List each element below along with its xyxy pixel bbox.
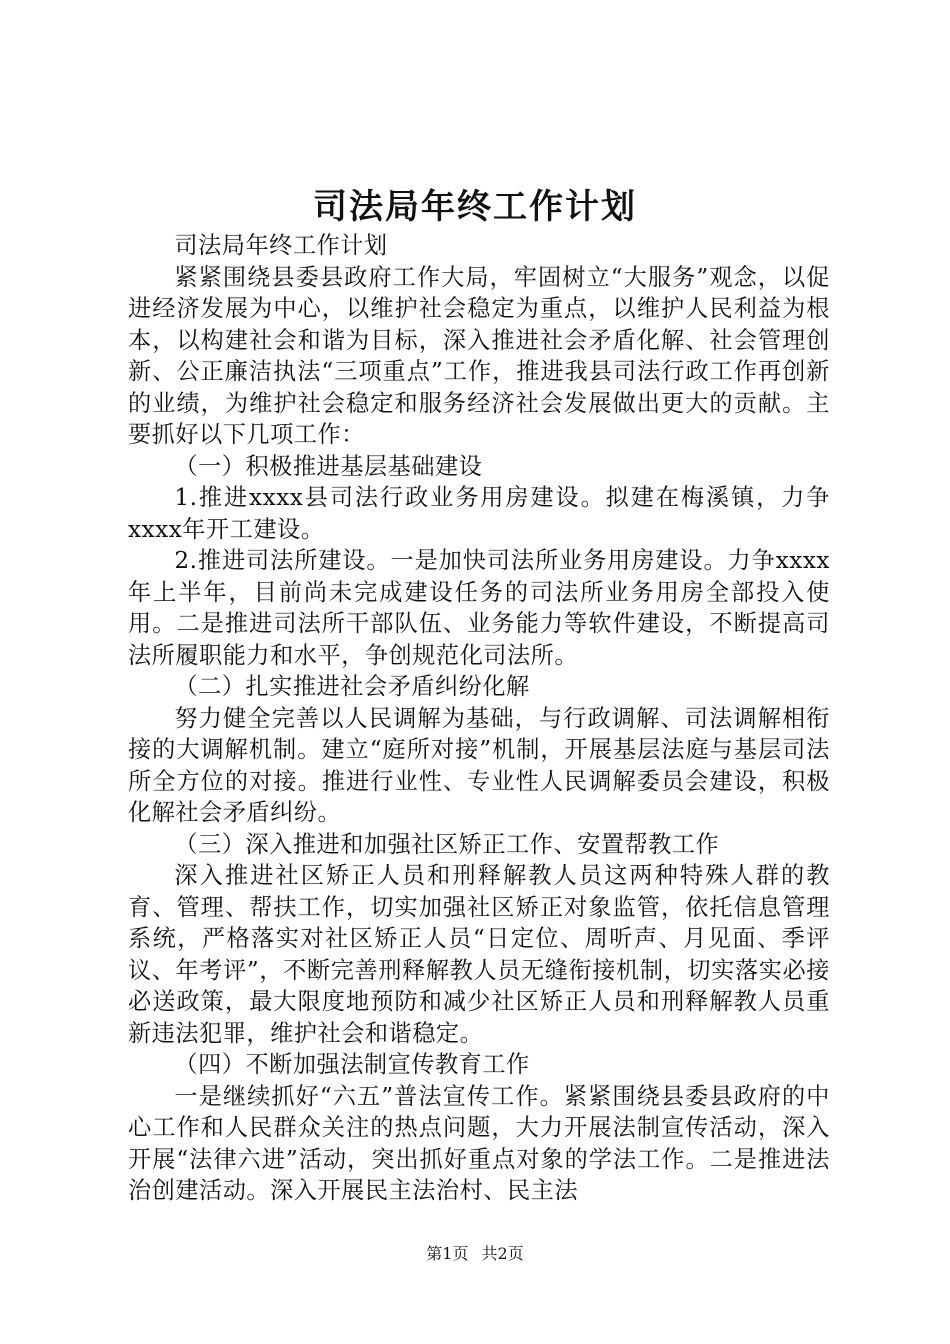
section-heading-4: （四）不断加强法制宣传教育工作 xyxy=(174,1051,530,1078)
document-body xyxy=(128,230,830,1207)
section-heading-3: （三）深入推进和加强社区矫正工作、安置帮教工作 xyxy=(174,830,720,858)
section-heading-1: （一）积极推进基层基础建设 xyxy=(174,452,483,480)
document-title: 司法局年终工作计划 xyxy=(313,187,637,227)
intro-paragraph: 紧紧围绕县委县政府工作大局，牢固树立“大服务”观念，以促进经济发展为中心，以维护社会稳定为重点，以维护人民利益为根本，以构建社会和谐为目标，深入推进社会矛盾化解、社会管理创新、公正廉洁执法“三项重点”工作，推进我县司法行政工作再创新的业绩，为维护社会稳定和服务经济社会发展做出更大的贡献。主要抓好以下几项工作： xyxy=(128,263,830,448)
body-paragraph: 努力健全完善以人民调解为基础，与行政调解、司法调解相衔接的大调解机制。建立“庭所对接”机制，开展基层法庭与基层司法所全方位的对接。推进行业性、专业性人民调解委员会建设，积极化解社会矛盾纠纷。 xyxy=(128,704,830,826)
body-paragraph: 一是继续抓好“六五”普法宣传工作。紧紧围绕县委县政府的中心工作和人民群众关注的热点问题，大力开展法制宣传活动，深入开展“法律六进”活动，突出抓好重点对象的学法工作。二是推进法治创建活动。深入开展民主法治村、民主法 xyxy=(128,1082,830,1204)
page-total: 共2页 xyxy=(481,1244,524,1263)
page-footer xyxy=(0,1243,950,1265)
body-paragraph: 2.推进司法所建设。一是加快司法所业务用房建设。力争xxxx年上半年，目前尚未完成建设任务的司法所业务用房全部投入使用。二是推进司法所干部队伍、业务能力等软件建设，不断提高司法所履职能力和水平，争创规范化司法所。 xyxy=(128,547,830,669)
section-heading-2: （二）扎实推进社会矛盾纠纷化解 xyxy=(174,673,530,700)
subtitle-paragraph: 司法局年终工作计划 xyxy=(174,232,388,259)
body-paragraph: 1.推进xxxx县司法行政业务用房建设。拟建在梅溪镇，力争xxxx年开工建设。 xyxy=(128,484,830,543)
body-paragraph: 深入推进社区矫正人员和刑释解教人员这两种特殊人群的教育、管理、帮扶工作，切实加强社区矫正对象监管，依托信息管理系统，严格落实对社区矫正人员“日定位、周听声、月见面、季评议、年考评”，不断完善刑释解教人员无缝衔接机制，切实落实必接必送政策，最大限度地预防和减少社区矫正人员和刑释解教人员重新违法犯罪，维护社会和谐稳定。 xyxy=(128,862,830,1047)
page-number: 第1页 xyxy=(426,1244,469,1263)
